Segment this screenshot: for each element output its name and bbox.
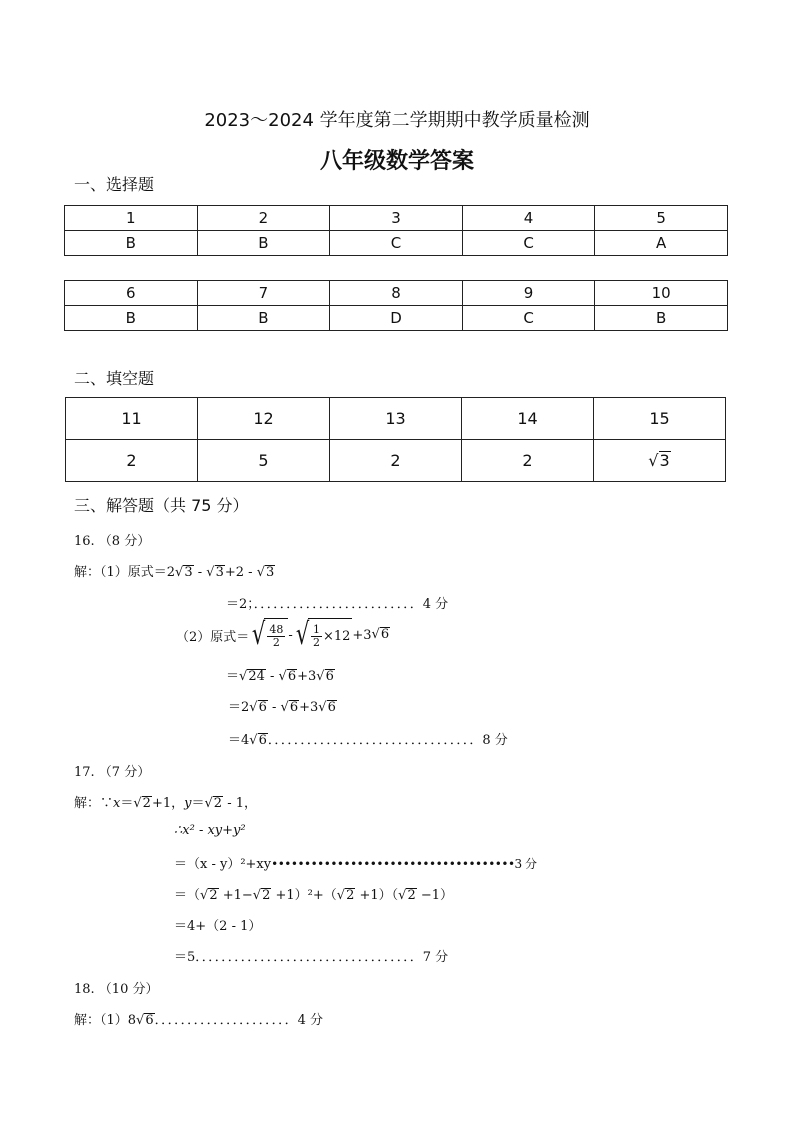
- text: ×12: [322, 629, 351, 644]
- text: 解：（1）原式＝2: [74, 565, 176, 580]
- sqrt-symbol: √ 2: [204, 796, 223, 811]
- table-row: [65, 306, 728, 331]
- radicand: 2: [213, 796, 223, 811]
- q16-line-1: [74, 561, 275, 580]
- choice-table-2: [64, 280, 728, 331]
- sqrt-symbol: √ 6: [371, 627, 390, 643]
- text: -: [267, 700, 281, 715]
- question-number: 13: [330, 398, 462, 440]
- text: +2 -: [224, 565, 257, 580]
- sqrt-symbol: √ 2: [133, 796, 151, 811]
- text: 解：∵: [74, 796, 114, 811]
- q18-heading: 18. （10 分）: [74, 982, 159, 997]
- radicand: 6: [327, 700, 336, 715]
- q16-line-4: [226, 665, 335, 684]
- answer-cell: A: [595, 231, 728, 256]
- answer-cell: D: [330, 306, 463, 331]
- answer-cell: B: [65, 231, 198, 256]
- text: ＝: [226, 669, 240, 684]
- choice-table-1: [64, 205, 728, 256]
- radicand: 2: [209, 888, 218, 903]
- radicand: 2: [407, 888, 416, 903]
- sqrt-symbol: √ 6: [249, 700, 267, 715]
- answer-cell: 5: [198, 440, 330, 482]
- fill-table: [65, 397, 726, 482]
- document-subtitle: 八年级数学答案: [319, 149, 474, 174]
- sqrt-symbol: √ 3: [175, 565, 193, 580]
- text: ．．．．．．．．．．．．．．．．．．．．．4 分: [154, 1013, 324, 1028]
- section-fill-title: 二、填空题: [74, 369, 155, 388]
- q16-line-6: [228, 729, 508, 748]
- radicand: 6: [145, 1013, 154, 1028]
- answer-cell: 2: [66, 440, 198, 482]
- var-y: y: [184, 796, 192, 811]
- radicand: 3: [215, 565, 224, 580]
- question-number: 11: [66, 398, 198, 440]
- text: +3: [299, 700, 319, 715]
- q16-line-2: ＝2；．．．．．．．．．．．．．．．．．．．．．．．．．4 分: [226, 597, 449, 612]
- answer-cell: C: [330, 231, 463, 256]
- radicand: 2: [346, 888, 355, 903]
- q18-line-1: [74, 1009, 323, 1028]
- text: 解：（1）8: [74, 1013, 137, 1028]
- radicand: 6: [325, 669, 334, 684]
- radicand: 2: [262, 888, 271, 903]
- question-number: 7: [197, 281, 330, 306]
- fraction: [311, 624, 322, 649]
- section-choice-title: 一、选择题: [74, 175, 155, 194]
- document-title: 2023～2024 学年度第二学期期中教学质量检测: [204, 110, 590, 131]
- q17-line-1: [74, 792, 257, 811]
- sqrt-symbol: √ 6: [280, 700, 299, 715]
- denominator: 2: [312, 636, 320, 649]
- q17-line-5: ＝4+（2 - 1）: [174, 919, 262, 934]
- table-row: [65, 281, 728, 306]
- question-number: 4: [462, 206, 595, 231]
- text: - 1，: [223, 796, 258, 811]
- text: +1）²+（: [271, 888, 337, 903]
- q17-line-4: [174, 884, 453, 903]
- text: +1）（: [355, 888, 399, 903]
- numerator: 48: [269, 622, 284, 636]
- text: ＝: [191, 796, 205, 811]
- table-row: [65, 206, 728, 231]
- answer-cell: 2: [330, 440, 462, 482]
- leader-dots: •••••••••••••••••••••••••••••••••••••3 分: [271, 857, 537, 871]
- text: （2）原式＝: [176, 629, 250, 645]
- text: +1−: [218, 888, 253, 903]
- answer-cell: C: [462, 306, 595, 331]
- numerator: 1: [312, 622, 320, 636]
- sqrt-symbol: √ 6: [318, 700, 336, 715]
- sqrt-symbol: √ 6: [316, 669, 334, 684]
- text: -: [265, 669, 279, 684]
- question-number: 6: [65, 281, 198, 306]
- text: ＝（x - y）²+xy: [174, 857, 272, 872]
- question-number: 9: [462, 281, 595, 306]
- sqrt-symbol: √ 2: [252, 888, 271, 903]
- q16-line-3: [176, 618, 390, 652]
- radicand: 6: [287, 669, 297, 684]
- answer-cell: B: [595, 306, 728, 331]
- radicand: 3: [184, 565, 193, 580]
- question-number: 15: [594, 398, 726, 440]
- radicand: 6: [258, 700, 267, 715]
- question-number: 8: [330, 281, 463, 306]
- text: ＝: [120, 796, 134, 811]
- radicand: 2: [142, 796, 151, 811]
- sqrt-symbol: √ 6: [278, 669, 297, 684]
- text: ＝2: [228, 700, 250, 715]
- text: +3: [352, 627, 372, 643]
- table-row: [66, 440, 726, 482]
- sqrt-symbol: √ $\frac{48}{2}$: [249, 618, 288, 652]
- question-number: 3: [330, 206, 463, 231]
- text: ．．．．．．．．．．．．．．．．．．．．．．．．．．．．．．．．8 分: [267, 733, 508, 748]
- q16-line-5: [228, 696, 337, 715]
- answer-cell: B: [65, 306, 198, 331]
- table-row: [66, 398, 726, 440]
- sqrt-symbol: √ 3: [206, 565, 224, 580]
- text: ＝4: [228, 733, 250, 748]
- q17-line-3: [174, 853, 536, 872]
- text: +1，: [151, 796, 185, 811]
- denominator: 2: [272, 636, 280, 649]
- sqrt-symbol: √ 2: [336, 888, 355, 903]
- radicand: 6: [380, 627, 390, 643]
- sqrt-symbol: √ 24: [239, 669, 265, 684]
- text: +3: [297, 669, 317, 684]
- sqrt-symbol: √ 6: [136, 1013, 154, 1028]
- answer-cell: 2: [462, 440, 594, 482]
- sqrt-symbol: √ 3: [256, 565, 275, 580]
- sqrt-symbol: √ $\frac{1}{2}$ ×12: [295, 617, 351, 652]
- radicand: 3: [659, 451, 670, 470]
- q17-line-2: ∴x² - xy+y²: [174, 823, 246, 838]
- question-number: 14: [462, 398, 594, 440]
- text: −1）: [416, 888, 454, 903]
- text: -: [288, 627, 293, 643]
- radicand: 3: [266, 565, 275, 580]
- fraction: [267, 624, 285, 649]
- q17-heading: 17. （7 分）: [74, 765, 151, 780]
- radicand: 6: [258, 733, 267, 748]
- answer-cell: [594, 440, 726, 482]
- q17-line-6: ＝5．．．．．．．．．．．．．．．．．．．．．．．．．．．．．．．．．．7 分: [174, 950, 449, 965]
- table-row: [65, 231, 728, 256]
- q16-heading: 16. （8 分）: [74, 534, 151, 549]
- sqrt-symbol: √ 2: [398, 888, 416, 903]
- question-number: 1: [65, 206, 198, 231]
- answer-cell: C: [462, 231, 595, 256]
- question-number: 5: [595, 206, 728, 231]
- question-number: 2: [197, 206, 330, 231]
- text: -: [193, 565, 207, 580]
- var-x: x: [113, 796, 121, 811]
- text: ＝（: [174, 888, 201, 903]
- sqrt-symbol: √ 6: [249, 733, 267, 748]
- question-number: 12: [198, 398, 330, 440]
- sqrt-symbol: √ 3: [648, 451, 670, 470]
- section-solve-title: 三、解答题（共 75 分）: [74, 496, 249, 515]
- question-number: 10: [595, 281, 728, 306]
- sqrt-symbol: √ 2: [200, 888, 218, 903]
- radicand: 24: [248, 669, 265, 684]
- radicand: 6: [289, 700, 299, 715]
- answer-cell: B: [197, 231, 330, 256]
- answer-cell: B: [197, 306, 330, 331]
